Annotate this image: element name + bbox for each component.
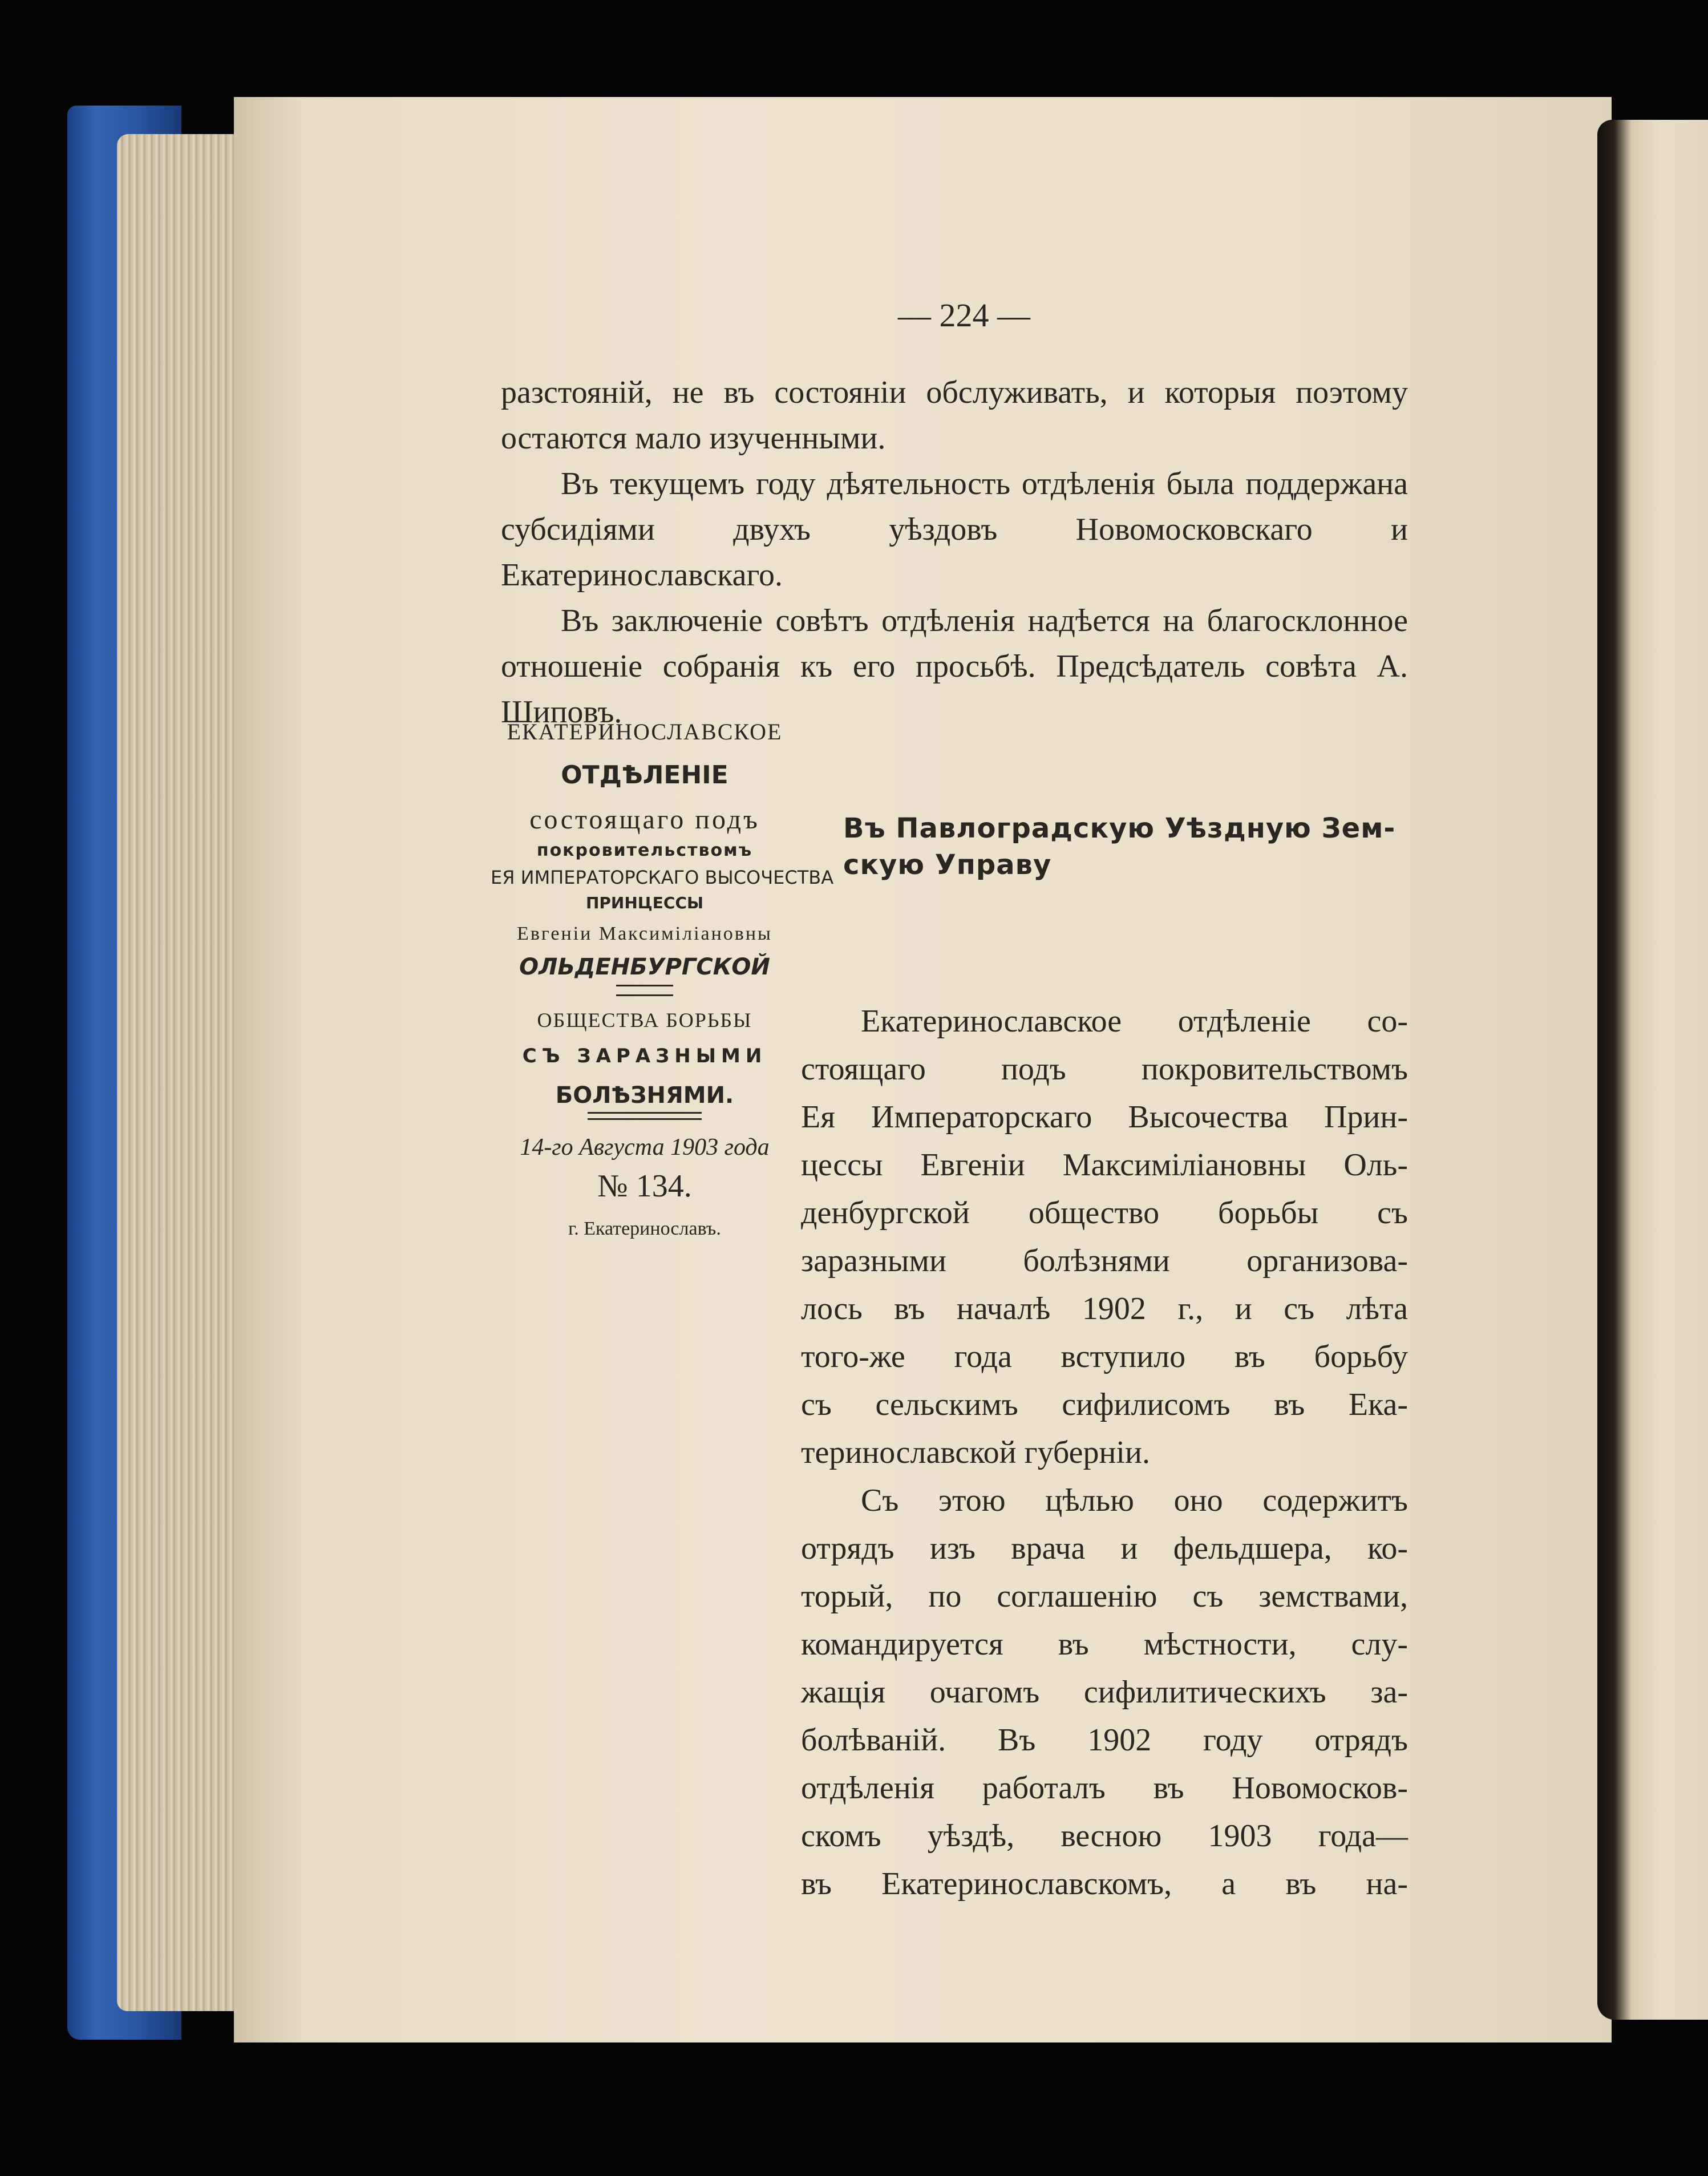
body-paragraph: разстояній, не въ состояніи обслуживать, и которыя поэтому остаются мало изученными. — [501, 375, 1408, 456]
letterhead-line: ЕЯ ИМПЕРАТОРСКАГО ВЫСОЧЕСТВА — [491, 867, 834, 889]
letter-paragraph — [801, 1477, 1408, 1908]
letterhead-ornament — [616, 985, 673, 996]
letterhead-line: ОТДѢЛЕНІЕ — [561, 761, 728, 790]
letter-line: торый, по соглашенію съ земствами, — [801, 1579, 1408, 1614]
letterhead-line: БОЛѢЗНЯМИ. — [555, 1082, 734, 1109]
letterhead-line: ОБЩЕСТВА БОРЬБЫ — [537, 1009, 752, 1032]
letter-line: болѣваній. Въ 1902 году отрядъ — [801, 1722, 1408, 1758]
letter-line: лось въ началѣ 1902 г., и съ лѣта — [801, 1291, 1408, 1326]
letter-line: Ея Императорскаго Высочества Прин- — [801, 1099, 1408, 1135]
letterhead-line: покровительствомъ — [536, 840, 753, 860]
body-paragraph: Въ заключеніе совѣтъ отдѣленія надѣется на благосклонное отношеніе собранія къ его просьбѣ. Предсѣдатель совѣта А. Шиповъ. — [501, 603, 1408, 730]
letter-city: г. Екатеринославъ. — [568, 1218, 721, 1239]
letter-line: жащія очагомъ сифилитическихъ за- — [801, 1675, 1408, 1710]
letterhead-stamp — [491, 719, 834, 1240]
letter-line: отдѣленія работалъ въ Новомосков- — [801, 1770, 1408, 1806]
letter-line: отрядъ изъ врача и фельдшера, ко- — [801, 1531, 1408, 1566]
letterhead-line: ОЛЬДЕНБУРГСКОЙ — [519, 954, 770, 981]
letter-line: цессы Евгеніи Максиміліановны Оль- — [801, 1147, 1408, 1183]
next-page-edge — [1597, 120, 1708, 2020]
letter-line: въ Екатеринославскомъ, а въ на- — [801, 1866, 1408, 1902]
body-paragraph: Въ текущемъ году дѣятельность отдѣленія была поддержана субсидіями двухъ уѣздовъ Новомосковскаго и Екатеринославскаго. — [501, 466, 1408, 593]
addressee — [843, 810, 1408, 883]
letter-body — [801, 997, 1408, 1908]
letter-line: Съ этою цѣлью оно содержитъ — [861, 1483, 1408, 1518]
letter-line: съ сельскимъ сифилисомъ въ Ека- — [801, 1387, 1408, 1422]
letter-line: скомъ уѣздѣ, весною 1903 года— — [801, 1818, 1408, 1854]
letterhead-line: ЕКАТЕРИНОСЛАВСКОЕ — [507, 719, 783, 745]
letterhead-line: ПРИНЦЕССЫ — [585, 893, 704, 913]
letter-number: № 134. — [597, 1168, 692, 1204]
letterhead-line: состоящаго подъ — [529, 804, 760, 835]
letter-line: теринославской губерніи. — [801, 1435, 1150, 1470]
letterhead-line: СЪ ЗАРАЗНЫМИ — [522, 1044, 767, 1067]
body-text — [501, 370, 1408, 735]
letterhead-rule — [588, 1112, 702, 1120]
letter-line: денбургской общество борьбы съ — [801, 1195, 1408, 1231]
letter-line: стоящаго подъ покровительствомъ — [801, 1051, 1408, 1087]
letter-line: командируется въ мѣстности, слу- — [801, 1627, 1408, 1662]
letter-paragraph — [801, 997, 1408, 1477]
letter-line: заразными болѣзнями организова- — [801, 1243, 1408, 1279]
letter-line: Екатеринославское отдѣленіе со- — [861, 1004, 1408, 1039]
addressee-line: Въ Павлоградскую Уѣздную Зем- — [843, 812, 1396, 844]
letter-line: того-же года вступило въ борьбу — [801, 1339, 1408, 1374]
letterhead-line: Евгеніи Максиміліановны — [517, 923, 772, 945]
letter-date: 14-го Августа 1903 года — [520, 1134, 770, 1160]
addressee-line: скую Управу — [843, 849, 1052, 881]
page-number: — 224 — — [898, 297, 1030, 334]
